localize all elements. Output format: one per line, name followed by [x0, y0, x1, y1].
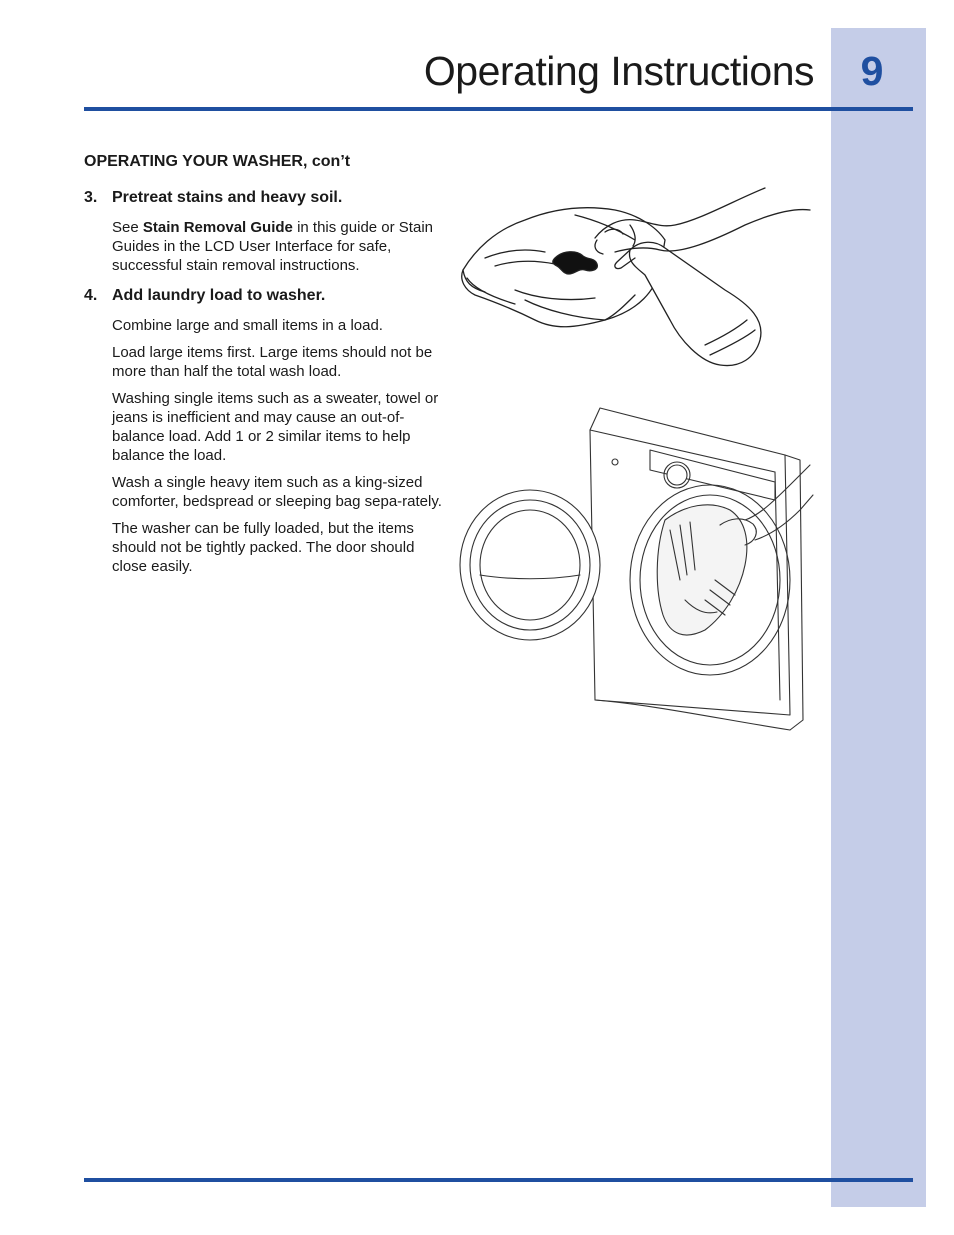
step-number: 4.	[84, 287, 98, 304]
page-title: Operating Instructions	[423, 48, 814, 94]
header-rule	[84, 107, 913, 111]
paragraph-prefix: See	[112, 219, 143, 236]
step-paragraph	[112, 218, 444, 275]
page-number: 9	[860, 48, 884, 94]
step-title: Add laundry load to washer.	[112, 287, 326, 304]
stain-guide-reference: Stain Removal Guide	[142, 219, 293, 236]
step-paragraph: Wash a single heavy item such as a king-sized comforter, bedspread or sleeping bag sepa-rately.	[112, 474, 442, 510]
washer-loading-illustration	[455, 400, 815, 745]
step-number: 3.	[84, 189, 98, 206]
step-paragraph: Washing single items such as a sweater, towel or jeans is inefficient and may cause an out-of-balance load. Add 1 or 2 similar items to help balance the load.	[112, 390, 439, 464]
step-heading	[84, 189, 444, 207]
step-paragraph: Load large items first. Large items should not be more than half the total wash load.	[112, 344, 433, 380]
instructions-column	[84, 150, 444, 584]
step-paragraph: The washer can be fully loaded, but the items should not be tightly packed. The door should close easily.	[112, 520, 415, 575]
section-heading: OPERATING YOUR WASHER, con’t	[84, 153, 351, 170]
footer-rule	[84, 1178, 913, 1182]
side-band	[831, 28, 926, 1207]
step-heading	[84, 287, 444, 305]
step-title: Pretreat stains and heavy soil.	[112, 189, 343, 206]
stain-pretreat-illustration	[455, 170, 815, 380]
step-paragraph: Combine large and small items in a load.	[112, 317, 383, 334]
step-add-laundry	[84, 287, 444, 576]
step-pretreat	[84, 189, 444, 275]
paragraph-suffix: in this guide or Stain Guides in the LCD User Interface for safe, successful stain removal instructions.	[112, 219, 433, 274]
